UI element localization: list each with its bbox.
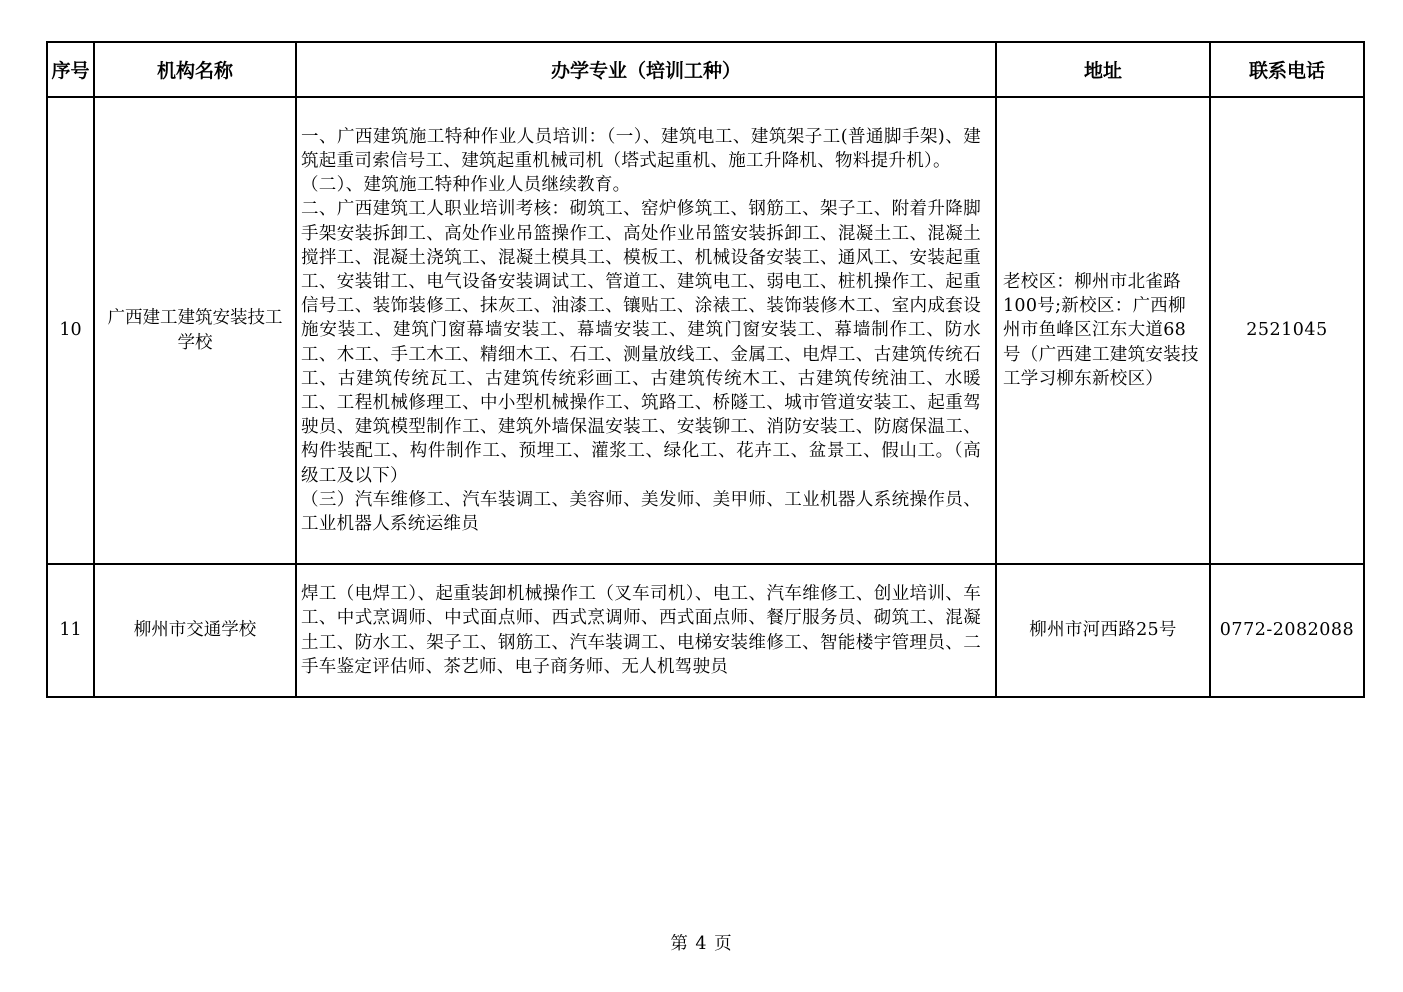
- training-major-cell: [296, 97, 996, 564]
- institution-table: [46, 41, 1365, 698]
- training-major-line: （三）汽车维修工、汽车装调工、美容师、美发师、美甲师、工业机器人系统操作员、工业机器人系统运维员: [301, 489, 981, 535]
- header-phone: 联系电话: [1210, 42, 1364, 97]
- training-major-line: 一、广西建筑施工特种作业人员培训：（一）、建筑电工、建筑架子工(普通脚手架)、建筑起重司索信号工、建筑起重机械司机（塔式起重机、施工升降机、物料提升机）。: [301, 126, 981, 171]
- table-row: [47, 97, 1364, 564]
- header-address: 地址: [996, 42, 1210, 97]
- training-major-line: 二、广西建筑工人职业培训考核：砌筑工、窑炉修筑工、钢筋工、架子工、附着升降脚手架安装拆卸工、高处作业吊篮操作工、高处作业吊篮安装拆卸工、混凝土工、混凝土搅拌工、混凝土浇筑工、混凝土模具工、模板工、机械设备安装工、通风工、安装起重工、安装钳工、电气设备安装调试工、管道工、建筑电工、弱电工、桩机操作工、起重信号工、装饰装修工、抹灰工、油漆工、镶贴工、涂裱工、装饰装修木工、室内成套设施安装工、建筑门窗幕墙安装工、幕墙安装工、建筑门窗安装工、幕墙制作工、防水工、木工、手工木工、精细木工、石工、测量放线工、金属工、电焊工、古建筑传统石工、古建筑传统瓦工、古建筑传统彩画工、古建筑传统木工、古建筑传统油工、水暖工、工程机械修理工、中小型机械操作工、筑路工、桥隧工、城市管道安装工、起重驾驶员、建筑模型制作工、建筑外墙保温安装工、安装铆工、消防安装工、防腐保温工、构件装配工、构件制作工、预埋工、灌浆工、绿化工、花卉工、盆景工、假山工。（高级工及以下）: [301, 199, 981, 486]
- header-number: 序号: [47, 42, 94, 97]
- table-header-row: [47, 42, 1364, 97]
- institution-name: 柳州市交通学校: [94, 564, 296, 697]
- header-institution-name: 机构名称: [94, 42, 296, 97]
- address-cell: 柳州市河西路25号: [996, 564, 1210, 697]
- row-number: 10: [47, 97, 94, 564]
- table-row: [47, 564, 1364, 697]
- row-number: 11: [47, 564, 94, 697]
- institution-name: 广西建工建筑安装技工学校: [94, 97, 296, 564]
- address-cell: 老校区：柳州市北雀路100号;新校区：广西柳州市鱼峰区江东大道68号（广西建工建筑安装技工学习柳东新校区）: [996, 97, 1210, 564]
- training-major-cell: [296, 564, 996, 697]
- page-number: 第 4 页: [670, 934, 733, 954]
- phone-cell: 0772-2082088: [1210, 564, 1364, 697]
- phone-cell: 2521045: [1210, 97, 1364, 564]
- training-major-line: （二）、建筑施工特种作业人员继续教育。: [301, 175, 631, 196]
- header-training-major: 办学专业（培训工种）: [296, 42, 996, 97]
- training-major-line: 焊工（电焊工）、起重装卸机械操作工（叉车司机）、电工、汽车维修工、创业培训、车工、中式烹调师、中式面点师、西式烹调师、西式面点师、餐厅服务员、砌筑工、混凝土工、防水工、架子工、钢筋工、汽车装调工、电梯安装维修工、智能楼宇管理员、二手车鉴定评估师、茶艺师、电子商务师、无人机驾驶员: [301, 584, 981, 677]
